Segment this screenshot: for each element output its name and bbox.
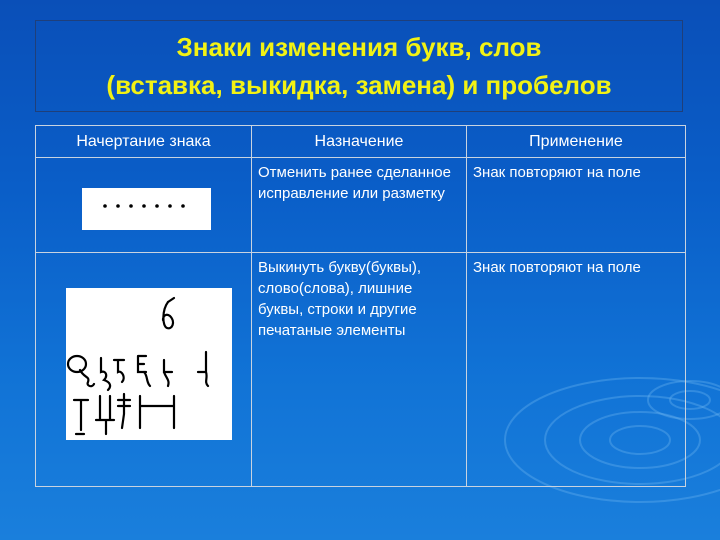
sign-cell — [36, 158, 252, 253]
usage-cell: Знак повторяют на поле — [467, 158, 686, 253]
column-header-sign: Начертание знака — [36, 126, 252, 158]
table-row — [36, 158, 686, 253]
purpose-cell: Отменить ранее сделанное исправление или разметку — [252, 158, 467, 253]
title-line-2: (вставка, выкидка, замена) и пробелов — [106, 70, 612, 100]
usage-cell: Знак повторяют на поле — [467, 253, 686, 487]
purpose-cell: Выкинуть букву(буквы), слово(слова), лишние буквы, строки и другие печатаные элементы — [252, 253, 467, 487]
marks-table — [35, 125, 686, 487]
sign-cell — [36, 253, 252, 487]
title-line-1: Знаки изменения букв, слов — [176, 32, 542, 62]
column-header-usage: Применение — [467, 126, 686, 158]
table-row — [36, 253, 686, 487]
deletion-marks-symbol — [66, 288, 232, 440]
column-header-purpose: Назначение — [252, 126, 467, 158]
cancel-mark-symbol — [82, 188, 211, 230]
slide-title — [35, 20, 683, 112]
table-header-row — [36, 126, 686, 158]
